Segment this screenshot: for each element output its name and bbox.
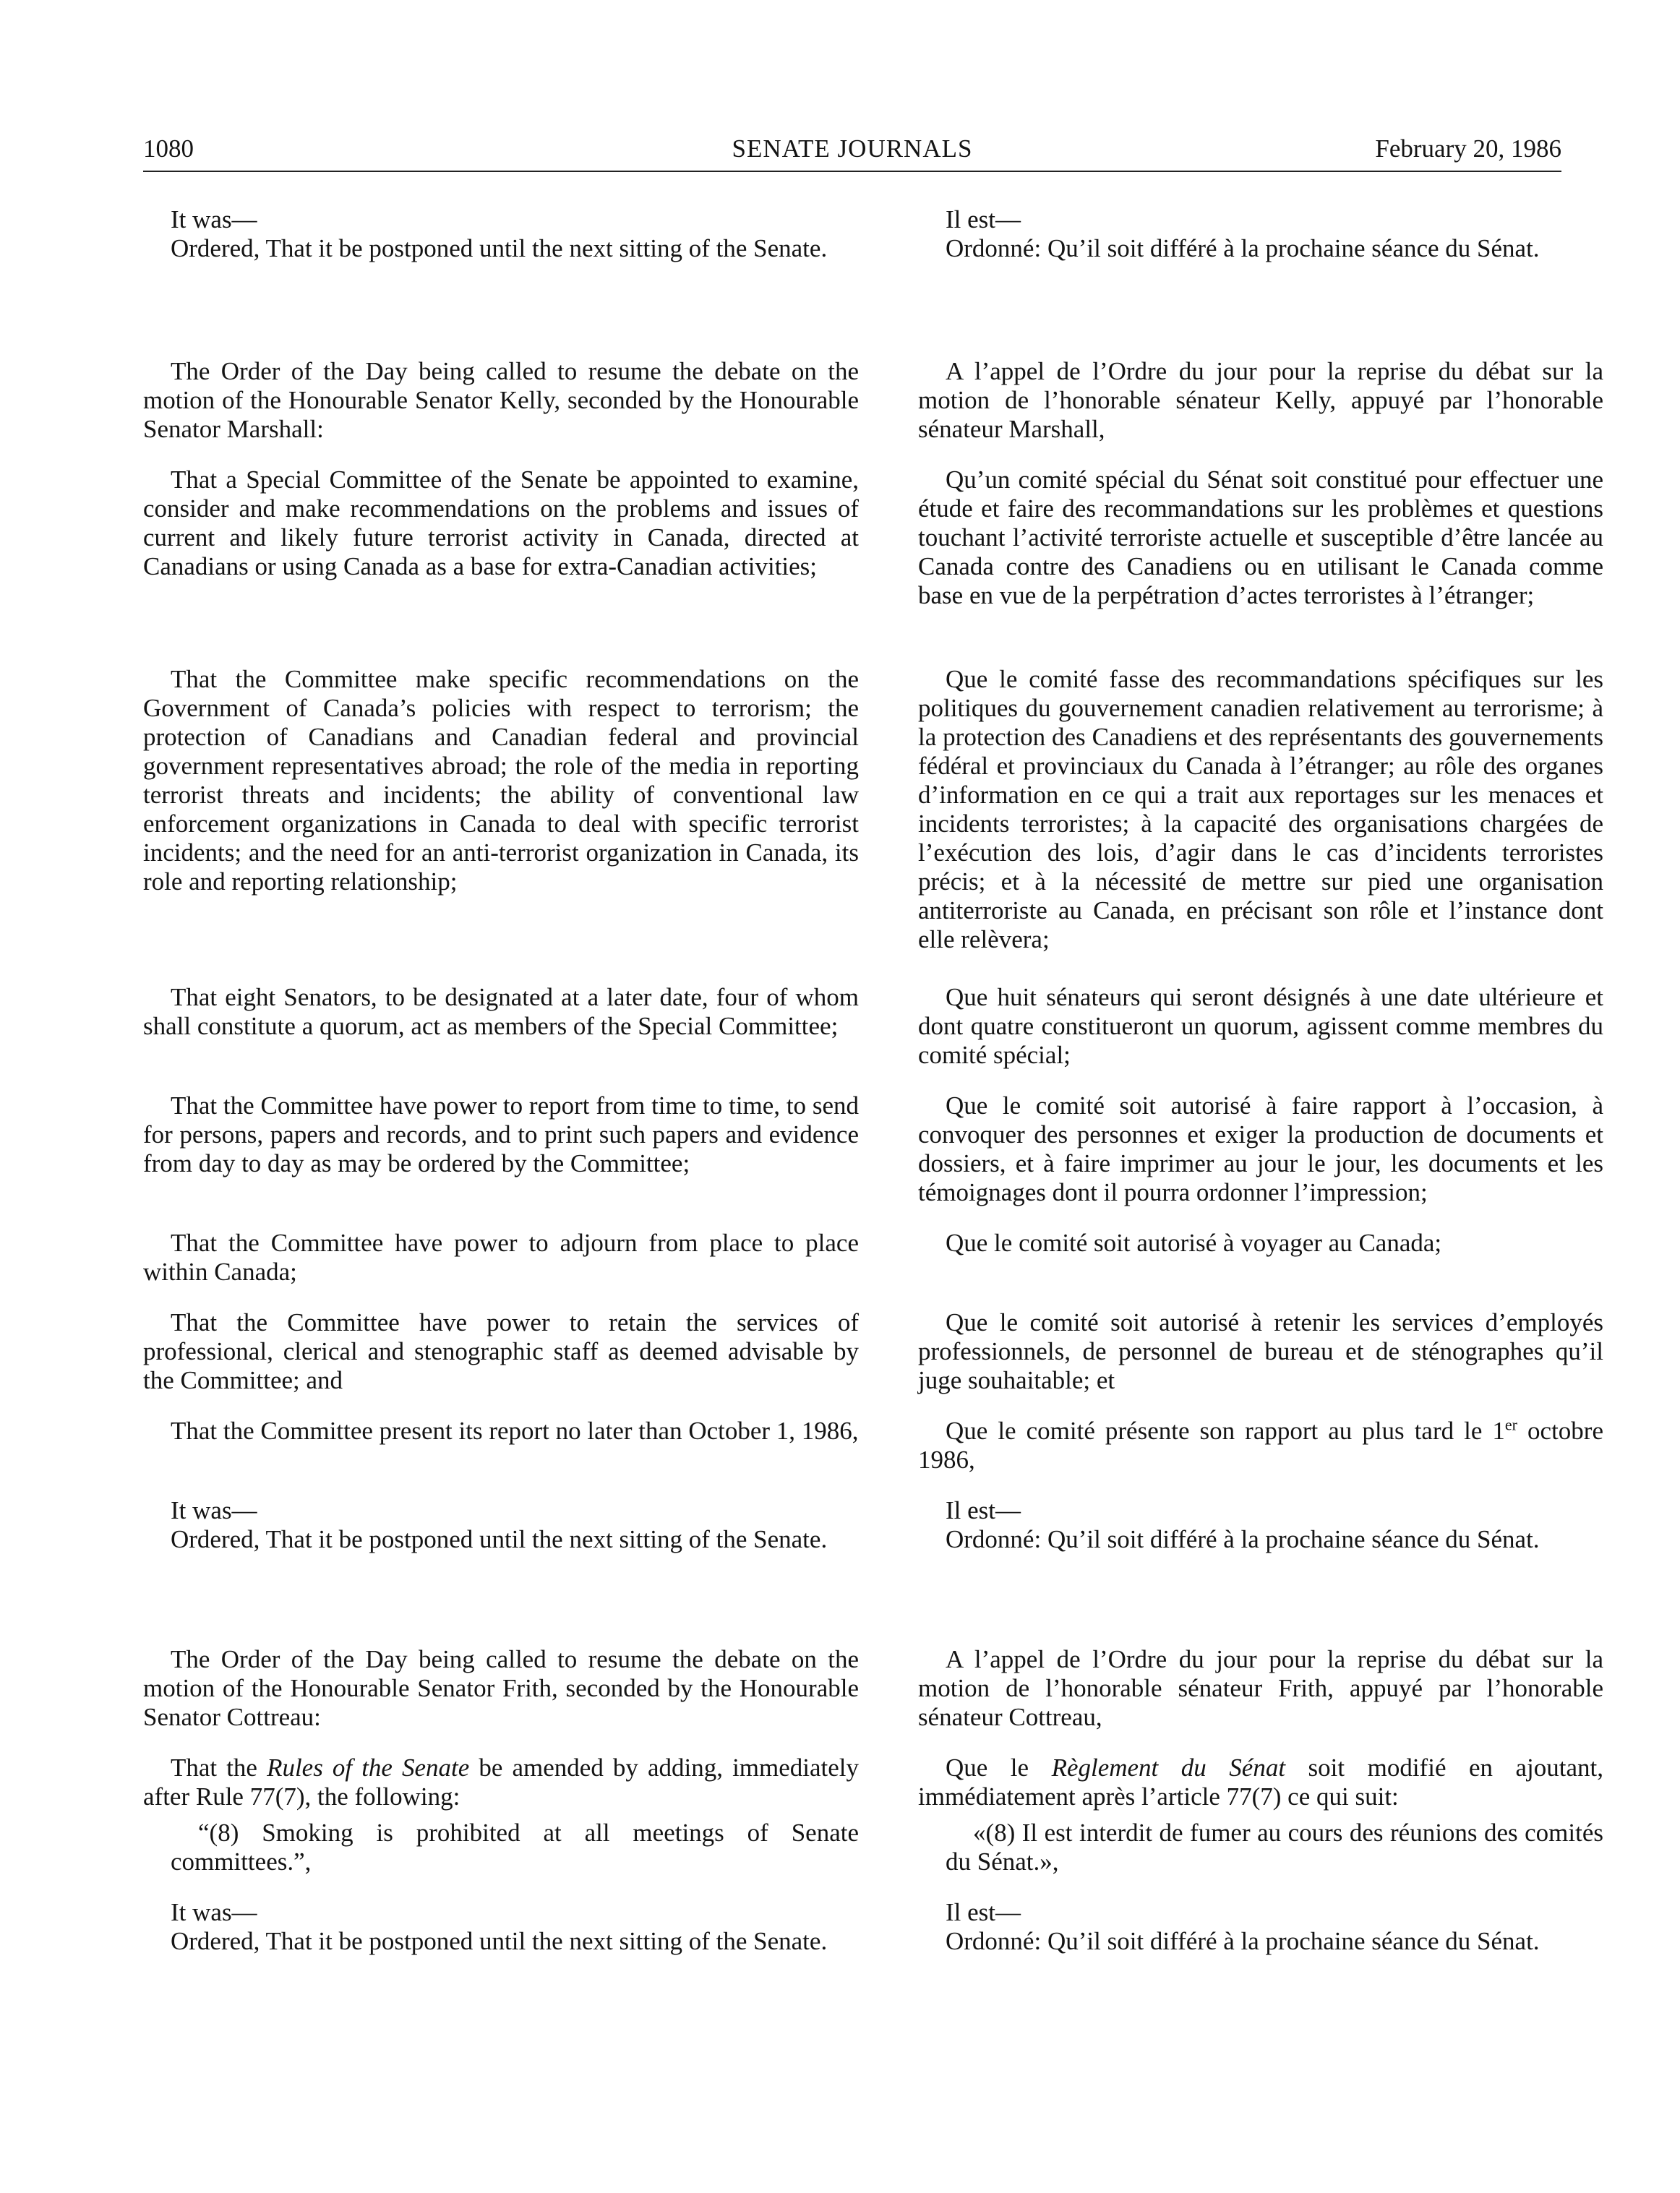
fr-block-1 xyxy=(918,205,1603,263)
motion-fr-paragraph-7 xyxy=(918,1417,1603,1475)
motion-paragraph-1: That a Special Committee of the Senate be appointed to examine, consider and make recommendations on the problems and issues of current and likely future terrorist activity in Canada, directed at Canadians or using Canada as a base for extra-Canadian activities; xyxy=(143,465,859,580)
en-block-3-rules xyxy=(143,1754,859,1811)
motion-paragraph-6: That the Committee have power to retain the services of professional, clerical and stenographic staff as deemed advisable by the Committee; and xyxy=(143,1308,859,1394)
rules-post: be amended by adding, immediately after Rule 77(7), the following: xyxy=(143,1754,860,1811)
motion-fr-paragraph-1: Qu’un comité spécial du Sénat soit constitué pour effectuer une étude et faire des recommandations sur les problèmes et questions touchant l’activité terroriste actuelle et susceptible d’être lancée au Canada contre des Canadiens ou en utilisant le Canada comme base en vue de la perpétration d’actes terroristes à l’étranger; xyxy=(918,465,1603,609)
motion-fr-paragraph-5: Que le comité soit autorisé à voyager au Canada; xyxy=(946,1229,1442,1257)
il-est-2: Il est— xyxy=(946,1496,1021,1524)
en-p2 xyxy=(143,665,859,896)
en-block-3-intro xyxy=(143,1645,859,1732)
fr-block-3-result xyxy=(918,1898,1603,1956)
motion-fr-paragraph-6: Que le comité soit autorisé à retenir les services d’employés professionnels, de personnel de bureau et de sténographes qu’il juge souhaitable; et xyxy=(918,1308,1603,1394)
en-p5 xyxy=(143,1229,859,1287)
reglement-pre: Que le xyxy=(946,1754,1029,1782)
rules-title-italic: Rules of the Senate xyxy=(267,1754,470,1782)
en-block-3-quote xyxy=(143,1819,859,1876)
en-p7 xyxy=(143,1417,859,1446)
fr-p5 xyxy=(918,1229,1603,1258)
fr-p1 xyxy=(918,465,1603,610)
motion-paragraph-5: That the Committee have power to adjourn from place to place within Canada; xyxy=(143,1229,859,1286)
fr-p7 xyxy=(918,1417,1603,1475)
reglement-amendment-paragraph xyxy=(918,1754,1603,1811)
en-p1 xyxy=(143,465,859,581)
page-header xyxy=(143,133,1561,172)
il-est-3: Il est— xyxy=(946,1898,1021,1926)
motion-paragraph-2: That the Committee make specific recommendations on the Government of Canada’s policies with respect to terrorism; the protection of Canadians and Canadian federal and provincial government representatives abroad; the role of the media in reporting terrorist threats and incidents; the ability of conventional law enforcement organizations in Canada to deal with specific terrorist incidents; and the need for an anti-terrorist organization in Canada, its role and reporting relationship; xyxy=(143,665,859,896)
fr-block-3-intro xyxy=(918,1645,1603,1732)
fr-block-2-result xyxy=(918,1496,1603,1554)
order-of-day-kelly: The Order of the Day being called to resume the debate on the motion of the Honourable Senator Kelly, seconded by the Honourable Senator Marshall: xyxy=(143,357,859,443)
report-date-pre: Que le comité présente son rapport au plus tard le 1 xyxy=(946,1417,1505,1445)
fr-p4 xyxy=(918,1091,1603,1207)
reglement-title-italic: Règlement du Sénat xyxy=(1051,1754,1286,1782)
appel-ordre-frith: A l’appel de l’Ordre du jour pour la reprise du débat sur la motion de l’honorable sénateur Frith, appuyé par l’honorable sénateur Cottreau, xyxy=(918,1645,1603,1731)
it-was-3: It was— xyxy=(171,1898,257,1926)
il-est-1: Il est— xyxy=(946,205,1021,233)
fr-block-3-rules xyxy=(918,1754,1603,1811)
interdit-fumer-quote: «(8) Il est interdit de fumer au cours des réunions des comités du Sénat.», xyxy=(946,1819,1603,1876)
fr-p2 xyxy=(918,665,1603,954)
reglement-post: soit modifié en ajoutant, immédiatement après l’article 77(7) ce qui suit: xyxy=(918,1754,1603,1811)
it-was-2: It was— xyxy=(171,1496,257,1524)
motion-paragraph-3: That eight Senators, to be designated at a later date, four of whom shall constitute a quorum, act as members of the Special Committee; xyxy=(143,983,859,1040)
fr-p6 xyxy=(918,1308,1603,1395)
en-block-2-intro xyxy=(143,357,859,444)
smoking-rule-quote: “(8) Smoking is prohibited at all meetings of Senate committees.”, xyxy=(171,1819,859,1876)
en-block-3-result xyxy=(143,1898,859,1956)
motion-paragraph-4: That the Committee have power to report from time to time, to send for persons, papers and records, and to print such papers and evidence from day to day as may be ordered by the Committee; xyxy=(143,1091,859,1177)
french-column xyxy=(918,205,1603,1998)
ordonne-3: Ordonné: Qu’il soit différé à la prochaine séance du Sénat. xyxy=(946,1927,1540,1955)
fr-p3 xyxy=(918,983,1603,1070)
ordered-1: Ordered, That it be postponed until the next sitting of the Senate. xyxy=(171,234,828,262)
it-was-1: It was— xyxy=(171,205,257,233)
motion-fr-paragraph-3: Que huit sénateurs qui seront désignés à une date ultérieure et dont quatre constitueront un quorum, agissent comme membres du comité spécial; xyxy=(918,983,1603,1069)
en-block-2-result xyxy=(143,1496,859,1554)
rules-pre: That the xyxy=(171,1754,257,1782)
ordinal-superscript: er xyxy=(1504,1415,1518,1434)
fr-block-3-quote xyxy=(918,1819,1603,1876)
page-date: February 20, 1986 xyxy=(1375,134,1561,163)
page-number: 1080 xyxy=(143,134,194,163)
en-p3 xyxy=(143,983,859,1041)
ordered-2: Ordered, That it be postponed until the next sitting of the Senate. xyxy=(171,1525,828,1553)
motion-fr-paragraph-2: Que le comité fasse des recommandations spécifiques sur les politiques du gouvernement canadien relativement au terrorisme; à la protection des Canadiens et des représentants des gouvernements fédéral et provinciaux du Canada à l’étranger; au rôle des organes d’information en ce qui a trait aux reportages sur les menaces et incidents terroristes; à la capacité des organisations chargées de l’exécution des lois, d’agir dans le cas d’incidents terroristes précis; et à la nécessité de mettre sur pied une organisation antiterroriste au Canada, en précisant son rôle et l’instance dont elle relèvera; xyxy=(918,665,1603,953)
appel-ordre-kelly: A l’appel de l’Ordre du jour pour la reprise du débat sur la motion de l’honorable sénateur Kelly, appuyé par l’honorable sénateur Marshall, xyxy=(918,357,1603,443)
fr-block-2-intro xyxy=(918,357,1603,444)
ordonne-1: Ordonné: Qu’il soit différé à la prochaine séance du Sénat. xyxy=(946,234,1540,262)
en-block-1 xyxy=(143,205,859,263)
rules-amendment-paragraph xyxy=(143,1754,859,1811)
motion-paragraph-7: That the Committee present its report no later than October 1, 1986, xyxy=(171,1417,859,1445)
order-of-day-frith: The Order of the Day being called to resume the debate on the motion of the Honourable Senator Frith, seconded by the Honourable Senator Cottreau: xyxy=(143,1645,859,1731)
en-p4 xyxy=(143,1091,859,1178)
journal-title: SENATE JOURNALS xyxy=(732,134,973,163)
ordonne-2: Ordonné: Qu’il soit différé à la prochaine séance du Sénat. xyxy=(946,1525,1540,1553)
english-column xyxy=(143,205,859,1998)
en-p6 xyxy=(143,1308,859,1395)
report-date-post: octobre 1986, xyxy=(918,1417,1603,1474)
motion-fr-paragraph-4: Que le comité soit autorisé à faire rapport à l’occasion, à convoquer des personnes et exiger la production de documents et dossiers, et à faire imprimer au jour le jour, les documents et les témoignages dont il pourra ordonner l’impression; xyxy=(918,1091,1603,1206)
ordered-3: Ordered, That it be postponed until the next sitting of the Senate. xyxy=(171,1927,828,1955)
